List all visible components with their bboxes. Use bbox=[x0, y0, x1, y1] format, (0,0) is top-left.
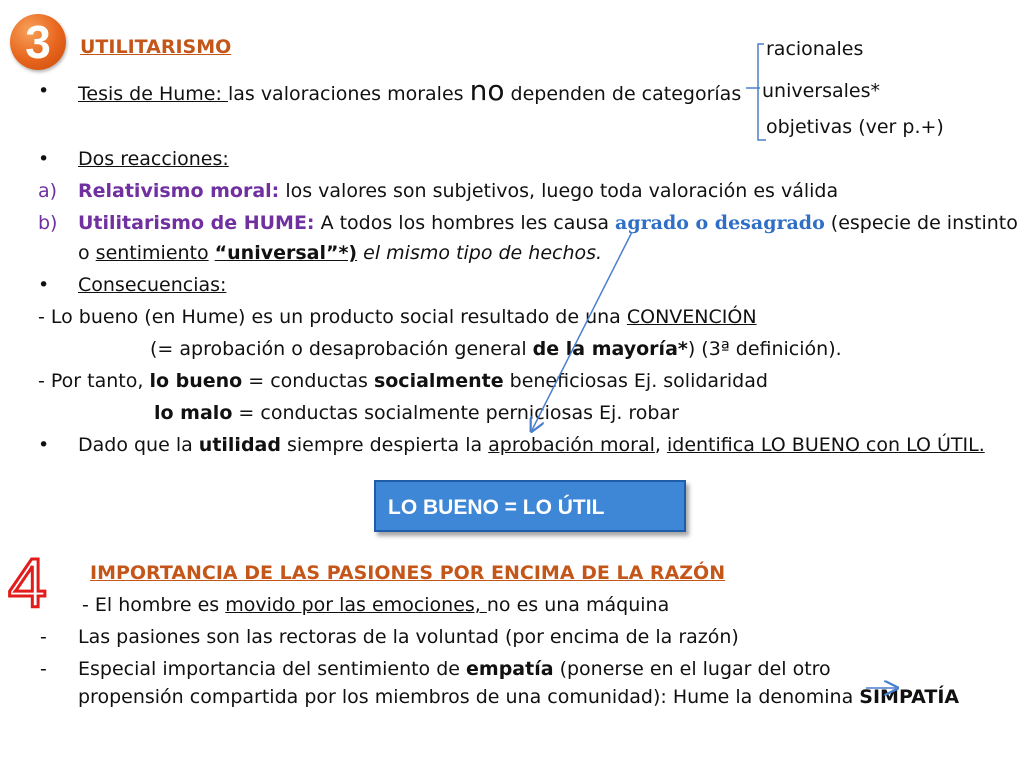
bullet-tesis: • bbox=[38, 80, 50, 102]
c3-pre: - Por tanto, bbox=[38, 370, 150, 392]
s4-l3-pre: Especial importancia del sentimiento de bbox=[78, 658, 467, 680]
d-utilidad: utilidad bbox=[198, 434, 281, 456]
bracket-line bbox=[758, 44, 766, 140]
c2-pre: (= aprobación o desaprobación general bbox=[150, 338, 533, 360]
d-comma: , bbox=[654, 434, 667, 456]
s4-l1-pre: - El hombre es bbox=[82, 594, 226, 616]
s4-l3-post: (ponerse en el lugar del otro bbox=[553, 658, 831, 680]
c4-post: = conductas socialmente perniciosas Ej. robar bbox=[232, 402, 679, 424]
s4-l4-pre: propensión compartida por los miembros de una comunidad): Hume la denomina bbox=[78, 686, 860, 708]
b2-sentimiento: sentimiento bbox=[95, 242, 209, 264]
bullet-dado-que: • bbox=[38, 434, 50, 456]
section-3-badge: 3 bbox=[10, 14, 66, 70]
c3-post: beneficiosas Ej. solidaridad bbox=[503, 370, 768, 392]
b2-rest: el mismo tipo de hechos. bbox=[357, 242, 603, 264]
section-4-number: 4 bbox=[8, 544, 47, 622]
bullet-consecuencias: • bbox=[38, 274, 50, 296]
utilitarismo-text1: A todos los hombres les causa bbox=[314, 212, 616, 234]
utilitarismo-hume-label: Utilitarismo de HUME: bbox=[78, 212, 315, 234]
tesis-pre: las valoraciones morales bbox=[227, 83, 470, 105]
b2-universal: “universal”*) bbox=[214, 242, 358, 264]
marker-a: a) bbox=[38, 180, 58, 202]
relativismo-text: los valores son subjetivos, luego toda valoración es válida bbox=[279, 180, 839, 202]
bracket-item-racionales: racionales bbox=[766, 38, 864, 60]
d-identifica: identifica LO BUENO con LO ÚTIL. bbox=[666, 434, 985, 456]
tesis-post: dependen de categorías bbox=[504, 83, 742, 105]
c3-mid: = conductas bbox=[242, 370, 374, 392]
c1-pre: - Lo bueno (en Hume) es un producto social resultado de una bbox=[38, 306, 627, 328]
tesis-no: no bbox=[469, 74, 505, 107]
c3-socialmente: socialmente bbox=[373, 370, 504, 392]
agrado-desagrado: agrado o desagrado bbox=[615, 212, 825, 234]
d-aprobacion: aprobación moral bbox=[488, 434, 655, 456]
c3-bueno: lo bueno bbox=[149, 370, 243, 392]
c2-post: ) (3ª definición). bbox=[687, 338, 842, 360]
bullet-dos-reacciones: • bbox=[38, 148, 50, 170]
d-mid: siempre despierta la bbox=[280, 434, 489, 456]
dash-1: - bbox=[40, 626, 47, 648]
section-3-title: UTILITARISMO bbox=[80, 36, 232, 58]
s4-l1-post: no es una máquina bbox=[486, 594, 670, 616]
s4-line-2: Las pasiones son las rectoras de la voluntad (por encima de la razón) bbox=[78, 626, 739, 648]
utilitarismo-text2: (especie de instinto bbox=[824, 212, 1018, 234]
lo-bueno-box: LO BUENO = LO ÚTIL bbox=[374, 480, 686, 532]
bracket-item-universales: universales* bbox=[762, 80, 881, 102]
d-pre: Dado que la bbox=[78, 434, 199, 456]
consecuencias: Consecuencias: bbox=[78, 274, 227, 296]
section-4-title: IMPORTANCIA DE LAS PASIONES POR ENCIMA DE LA RAZÓN bbox=[90, 562, 726, 584]
c1-convencion: CONVENCIÓN bbox=[626, 306, 757, 328]
arrow-agrado-to-aprobacion bbox=[532, 232, 632, 430]
dos-reacciones: Dos reacciones: bbox=[78, 148, 229, 170]
c4-malo: lo malo bbox=[154, 402, 233, 424]
tesis-label: Tesis de Hume: bbox=[78, 83, 228, 105]
s4-l1-underlined: movido por las emociones, bbox=[225, 594, 487, 616]
b2-o: o bbox=[78, 242, 96, 264]
c2-bold: de la mayoría* bbox=[532, 338, 688, 360]
marker-b: b) bbox=[38, 212, 58, 234]
s4-l4-simpatia: SIMPATÍA bbox=[859, 686, 960, 708]
bracket-item-objetivas: objetivas (ver p.+) bbox=[766, 116, 944, 138]
dash-2: - bbox=[40, 658, 47, 680]
relativismo-label: Relativismo moral: bbox=[78, 180, 280, 202]
s4-l3-empatia: empatía bbox=[466, 658, 554, 680]
